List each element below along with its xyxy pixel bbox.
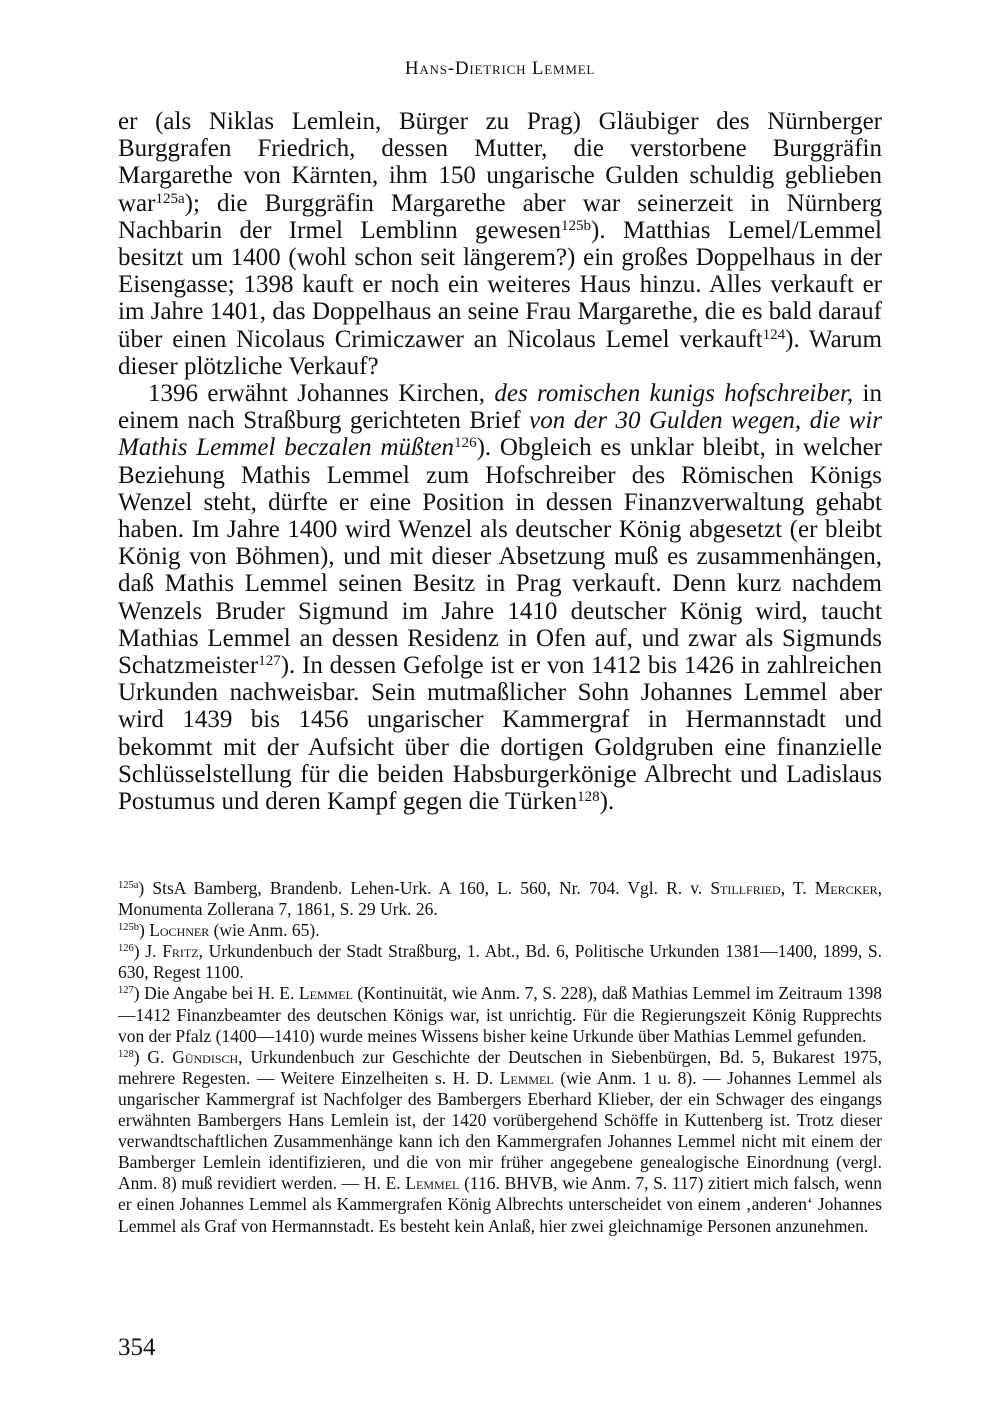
footnote-text: ) Die Angabe bei H. E. xyxy=(133,983,299,1004)
paragraph-1 xyxy=(118,108,882,380)
footnote-text: ) G. xyxy=(133,1046,173,1067)
footnote-125b xyxy=(118,920,882,941)
footnote-ref-125b: 125b xyxy=(561,217,592,234)
text-span: ). Warum dieser plötzliche Verkauf? xyxy=(118,325,882,380)
author-name: Lemmel xyxy=(499,1067,554,1088)
author-name: Mercker xyxy=(814,878,878,898)
footnote-text: , Urkundenbuch der Stadt Straßburg, 1. Abt., Bd. 6, Politische Urkunden 1381—1400, 1899, S. 630, Regest 1100. xyxy=(118,941,883,983)
text-span: er (als Niklas Lemlein, Bürger zu Prag) Gläubiger des Nürnberger Burggrafen Friedrich, dessen Mutter, die verstorbene Burggräfin Margarethe von Kärnten, ihm 150 ungarische Gulden schuldig geblieben war xyxy=(118,108,882,217)
footnote-text: , Urkundenbuch zur Geschichte der Deutschen in Siebenbürgen, Bd. 5, Bukarest 1975, mehrere Regesten. — Weitere Einzelheiten s. H. D. xyxy=(118,1046,882,1088)
author-name: Lemmel xyxy=(405,1173,460,1194)
footnote-ref-127: 127 xyxy=(258,652,281,669)
body-text xyxy=(118,108,882,815)
footnote-text: , T. xyxy=(780,878,815,898)
quoted-text: von der 30 Gulden wegen, die wir Mathis Lemmel beczalen müßten xyxy=(118,407,882,462)
quoted-title: des romischen kunigs hofschreiber, xyxy=(494,380,854,408)
text-span: ). Obgleich es unklar bleibt, in welcher Beziehung Mathis Lemmel zum Hofschreiber des Römischen Königs Wenzel steht, dürfte er eine Position in dessen Finanzverwaltung gehabt haben. Im Jahre 1400 wird Wenzel als deutscher König abgesetzt (er bleibt König von Böhmen), und mit dieser Absetzung muß es zusammenhängen, daß Mathis Lemmel seinen Besitz in Prag verkauft. Denn kurz nachdem Wenzels Bruder Sigmund im Jahre 1410 deutscher König wird, taucht Mathias Lemmel an dessen Residenz in Ofen auf, und zwar als Sigmunds Schatzmeister xyxy=(118,434,883,680)
footnote-ref-125a: 125a xyxy=(155,190,185,207)
footnotes xyxy=(118,878,882,1237)
footnote-mark: 128 xyxy=(118,1048,134,1060)
author-name: Fritz xyxy=(162,941,199,962)
footnote-mark: 125b xyxy=(118,922,139,934)
footnote-128 xyxy=(118,1047,882,1237)
footnote-text: ) J. xyxy=(133,941,163,962)
author-name: Lochner xyxy=(149,920,210,941)
footnote-text: (Kontinuität, wie Anm. 7, S. 228), daß Mathias Lemmel im Zeitraum 1398—1412 Finanzbeamter des deutschen Königs war, ist unrichtig. Für die Regierungszeit König Rupprechts von der Pfalz (1400—1410) wurde meines Wissens bisher keine Urkunde über Mathias Lemmel gefunden. xyxy=(118,983,882,1046)
footnote-127 xyxy=(118,983,882,1046)
author-name: Lemmel xyxy=(298,983,353,1004)
footnote-mark: 125a xyxy=(118,880,139,892)
footnote-text: (wie Anm. 1 u. 8). — Johannes Lemmel als ungarischer Kammergraf ist Nachfolger des Bambergers Eberhard Klieber, der ein Schwager des eingangs erwähnten Bambergers Hans Lemlein ist, der 1420 vorübergehend Schöffe in Kuttenberg ist. Trotz dieser verwandtschaftlichen Zusammenhänge kann ich den Kammergrafen Johannes Lemmel nicht mit einem der Bamberger Lemlein identifizieren, und die von mir früher angegebene genealogische Einordnung (vergl. Anm. 8) muß revidiert werden. — H. E. xyxy=(118,1067,882,1194)
footnote-ref-126: 126 xyxy=(454,435,477,452)
text-span: ); die Burggräfin Margarethe aber war seinerzeit in Nürnberg Nachbarin der Irmel Lemblinn gewesen xyxy=(118,189,882,244)
author-name: Stillfried xyxy=(710,878,781,898)
footnote-text: (wie Anm. 65). xyxy=(209,920,320,941)
text-span: ). xyxy=(599,788,615,816)
paragraph-2 xyxy=(118,380,882,815)
footnote-text: (116. BHVB, wie Anm. 7, S. 117) zitiert mich falsch, wenn er einen Johannes Lemmel als Kammergrafen König Albrechts unterscheidet von einem ‚anderen‘ Johannes Lemmel als Graf von Hermannstadt. Es besteht kein Anlaß, hier zwei gleichnamige Personen anzunehmen. xyxy=(118,1173,882,1236)
footnote-mark: 127 xyxy=(118,985,134,997)
footnote-mark: 126 xyxy=(118,943,134,955)
footnote-text: ) StsA Bamberg, Brandenb. Lehen-Urk. A 160, L. 560, Nr. 704. Vgl. R. v. xyxy=(138,878,711,898)
running-header: Hans-Dietrich Lemmel xyxy=(404,58,596,79)
footnote-text: ) xyxy=(139,920,150,941)
author-name: Gündisch xyxy=(172,1046,239,1067)
footnote-ref-124: 124 xyxy=(762,326,786,343)
page-number: 354 xyxy=(118,1334,156,1361)
footnote-ref-128: 128 xyxy=(577,788,600,805)
text-span: in einem nach Straßburg gerichteten Brief xyxy=(118,380,882,435)
footnote-125a xyxy=(118,878,882,920)
text-span: ). Matthias Lemel/Lemmel besitzt um 1400 (wohl schon seit längerem?) ein großes Doppelhaus in der Eisengasse; 1398 kauft er noch ein weiteres Haus hinzu. Alles verkauft er im Jahre 1401, das Doppelhaus an seine Frau Margarethe, die es bald darauf über einen Nicolaus Crimiczawer an Nicolaus Lemel verkauft xyxy=(118,216,883,353)
text-span: ). In dessen Gefolge ist er von 1412 bis 1426 in zahlreichen Urkunden nachweisbar. Sein mutmaßlicher Sohn Johannes Lemmel aber wird 1439 bis 1456 ungarischer Kammergraf in Hermannstadt und bekommt mit der Aufsicht über die dortigen Goldgruben eine finanzielle Schlüsselstellung für die beiden Habsburgerkönige Albrecht und Ladislaus Postumus und deren Kampf gegen die Türken xyxy=(118,652,882,816)
footnote-126 xyxy=(118,941,882,983)
footnote-text: , Monumenta Zollerana 7, 1861, S. 29 Urk. 26. xyxy=(118,878,883,920)
text-span: 1396 erwähnt Johannes Kirchen, xyxy=(148,380,495,408)
